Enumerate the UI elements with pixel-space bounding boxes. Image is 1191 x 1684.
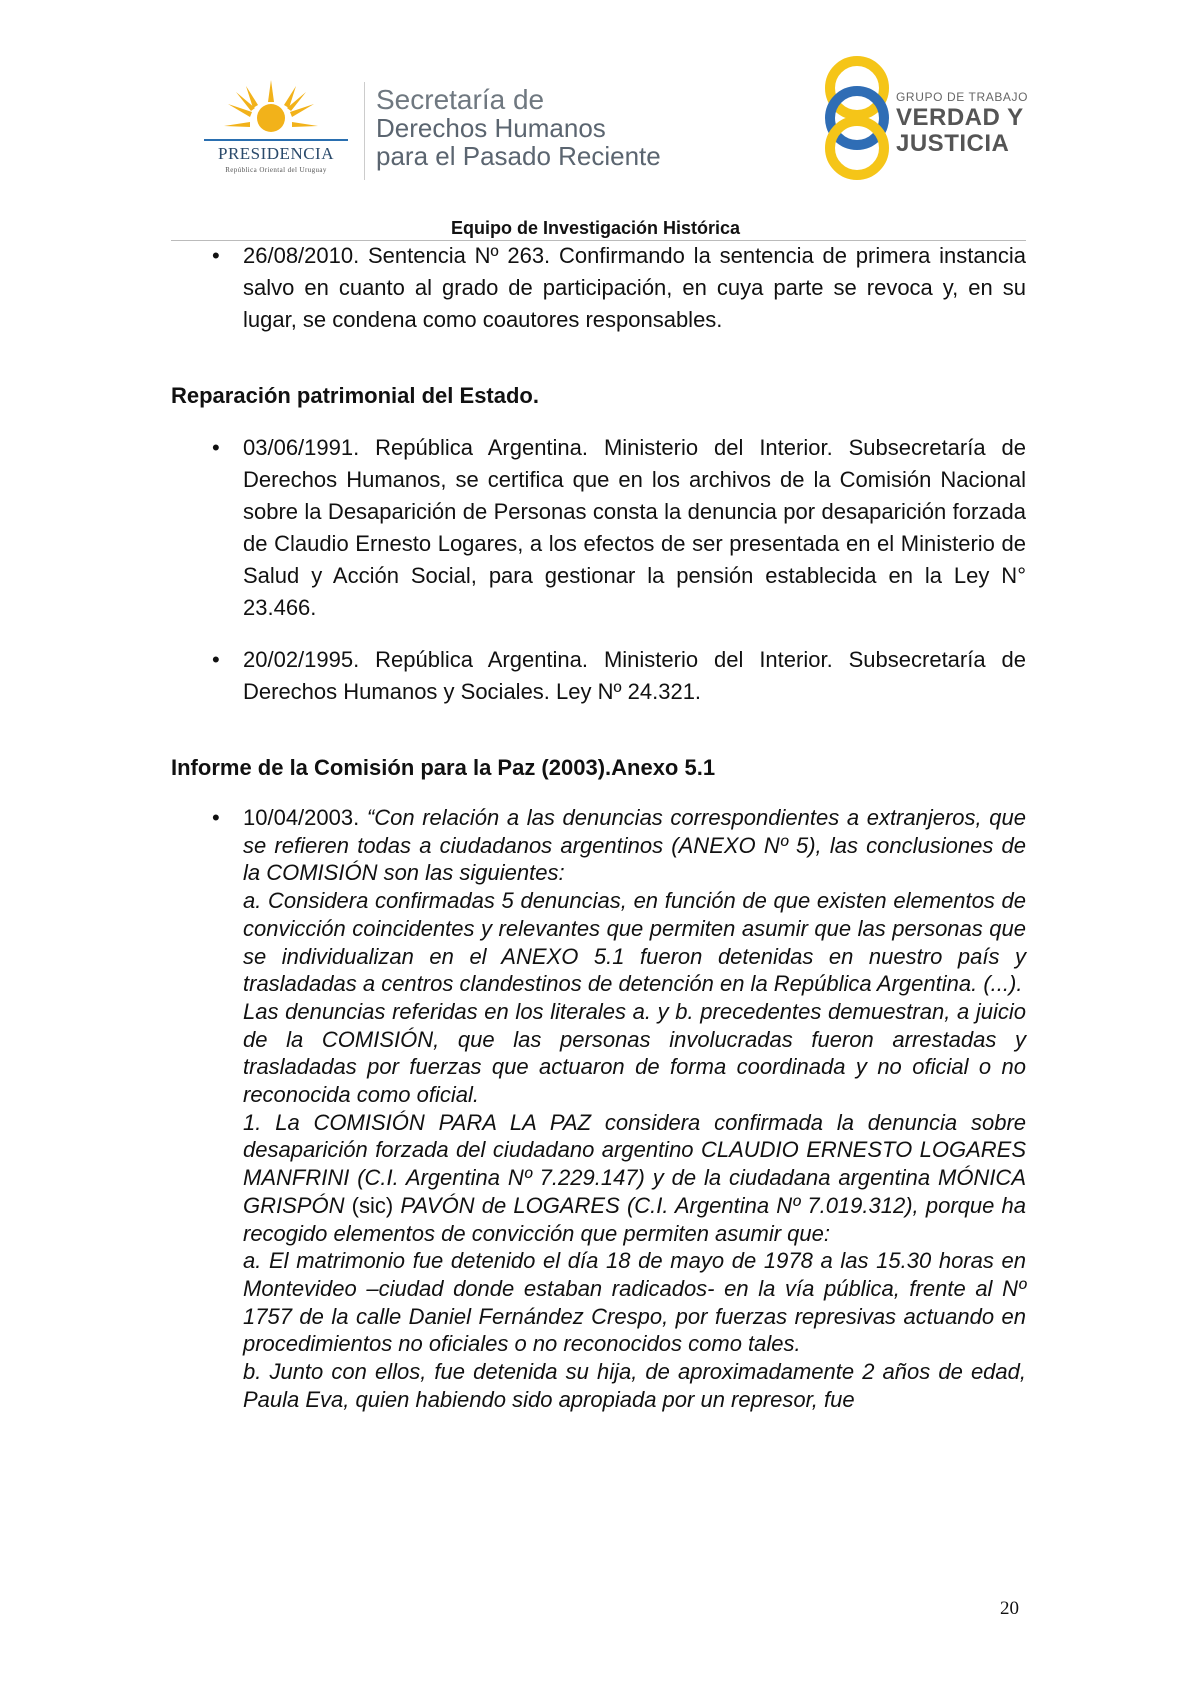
team-title: Equipo de Investigación Histórica bbox=[450, 218, 741, 238]
informe-paragraph-1a: a. El matrimonio fue detenido el día 18 de mayo de 1978 a las 15.30 horas en Montevideo –ciudad donde estaban radicados- en la vía pública, frente al Nº 1757 de la calle Daniel Fernández Crespo, por fuerzas represivas actuando en procedimientos no oficiales o no reconocidos como tales. bbox=[243, 1248, 1026, 1357]
presidencia-subtitle: República Oriental del Uruguay bbox=[225, 166, 327, 174]
bullet-icon: • bbox=[212, 243, 220, 268]
presidencia-rule bbox=[204, 139, 348, 141]
list-item bbox=[171, 644, 1026, 708]
informe-sic: (sic) bbox=[344, 1192, 401, 1218]
grupo-label: GRUPO DE TRABAJO bbox=[896, 90, 1029, 104]
list-item bbox=[171, 240, 1026, 336]
verdad-justicia-logo bbox=[820, 56, 1030, 184]
informe-paragraph-1b: b. Junto con ellos, fue detenida su hija, de aproximadamente 2 años de edad, Paula Eva, quien habiendo sido apropiada por un represor, fue bbox=[243, 1359, 1026, 1412]
bullet-icon: • bbox=[212, 805, 220, 830]
presidencia-logo bbox=[196, 78, 356, 182]
secretaria-line-1: Secretaría de bbox=[376, 84, 545, 115]
bullet-icon: • bbox=[212, 647, 220, 672]
page-number: 20 bbox=[1000, 1598, 1019, 1619]
secretaria-line-3: para el Pasado Reciente bbox=[376, 141, 661, 171]
logo-divider bbox=[364, 82, 365, 180]
informe-paragraph-1-start: 1. La COMISIÓN PARA LA PAZ considera confirmada la denuncia sobre desaparición forzada del ciudadano argentino CLAUDIO ERNESTO LOGARES MANFRINI (C.I. Argentina Nº 7.229.147) y de la ciudadana argentina MÓNICA GRISPÓN bbox=[243, 1109, 1026, 1218]
informe-intro: “Con relación a las denuncias correspondientes a extranjeros, que se refieren todas a ciudadanos argentinos (ANEXO Nº 5), las conclusiones de la COMISIÓN son las siguientes: bbox=[243, 805, 1026, 886]
verdad-label: VERDAD Y bbox=[896, 104, 1024, 131]
section-heading: Informe de la Comisión para la Paz (2003).Anexo 5.1 bbox=[171, 755, 716, 780]
informe-paragraph-1-end: PAVÓN de LOGARES (C.I. Argentina Nº 7.019.312), porque ha recogido elementos de convicción que permiten asumir que: bbox=[243, 1192, 1027, 1246]
secretaria-line-2: Derechos Humanos bbox=[376, 113, 606, 143]
list-item bbox=[171, 432, 1026, 624]
informe-paragraph-denuncias: Las denuncias referidas en los literales a. y b. precedentes demuestran, a juicio de la COMISIÓN, que las personas involucradas fueron arrestadas y trasladadas por fuerzas que actuaron de forma coordinada y no oficial o no reconocida como oficial. bbox=[243, 998, 1026, 1108]
rings-icon bbox=[820, 56, 894, 180]
section-heading: Reparación patrimonial del Estado. bbox=[171, 383, 539, 408]
bullet-text: 03/06/1991. República Argentina. Ministerio del Interior. Subsecretaría de Derechos Humanos, se certifica que en los archivos de la Comisión Nacional sobre la Desaparición de Personas consta la denuncia por desaparición forzada de Claudio Ernesto Logares, a los efectos de ser presentada en el Ministerio de Salud y Acción Social, para gestionar la pensión establecida en la Ley N° 23.466. bbox=[243, 435, 1026, 620]
bullet-text: 20/02/1995. República Argentina. Ministerio del Interior. Subsecretaría de Derechos Humanos y Sociales. Ley Nº 24.321. bbox=[243, 647, 1026, 704]
informe-paragraph-a: a. Considera confirmadas 5 denuncias, en función de que existen elementos de convicción coincidentes y relevantes que permiten asumir que las personas que se individualizan en el ANEXO 5.1 fueron detenidas en nuestro país y trasladadas a centros clandestinos de detención en la República Argentina. (...). bbox=[243, 888, 1026, 997]
document-body bbox=[171, 240, 1026, 1413]
presidencia-name: PRESIDENCIA bbox=[217, 144, 334, 163]
bullet-text: 26/08/2010. Sentencia Nº 263. Confirmando la sentencia de primera instancia salvo en cuanto al grado de participación, en cuya parte se revoca y, en su lugar, se condena como coautores responsables. bbox=[243, 243, 1026, 332]
sun-icon bbox=[224, 78, 318, 136]
list-item bbox=[171, 804, 1026, 1413]
justicia-label: JUSTICIA bbox=[896, 130, 1010, 157]
secretaria-title bbox=[376, 86, 661, 170]
bullet-icon: • bbox=[212, 435, 220, 460]
informe-date: 10/04/2003. bbox=[243, 805, 360, 830]
